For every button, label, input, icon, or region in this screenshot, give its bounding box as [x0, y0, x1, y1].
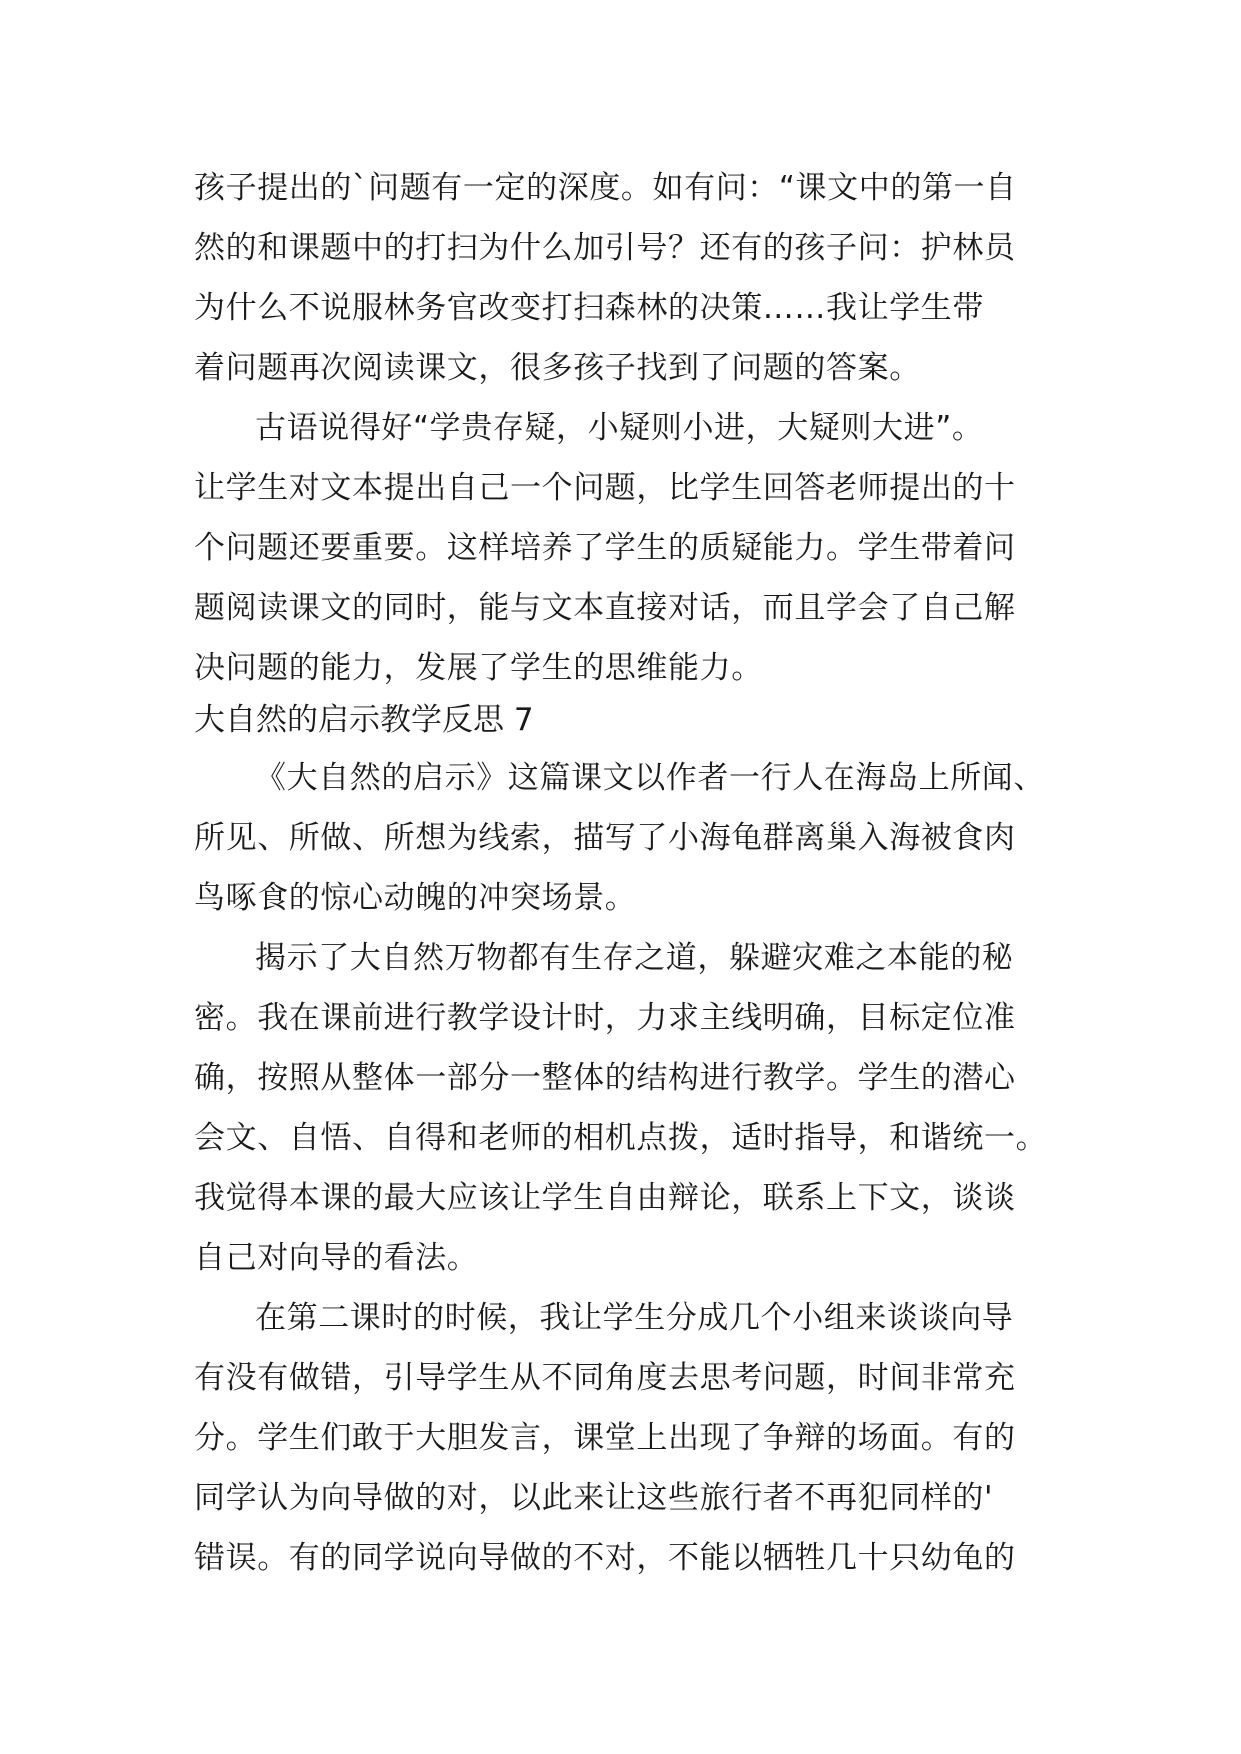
- text-line: 会文、自悟、自得和老师的相机点拨，适时指导，和谐统一。: [194, 1120, 1048, 1156]
- text-line: 同学认为向导做的对，以此来让这些旅行者不再犯同样的': [194, 1480, 994, 1516]
- text-line: 所见、所做、所想为线索，描写了小海龟群离巢入海被食肉: [194, 820, 1016, 856]
- text-line: 着问题再次阅读课文，很多孩子找到了问题的答案。: [194, 350, 921, 386]
- text-line: 自己对向导的看法。: [194, 1240, 479, 1276]
- paragraph-first-line: 古语说得好“学贵存疑，小疑则小进，大疑则大进”。: [255, 410, 984, 446]
- text-line: 有没有做错，引导学生从不同角度去思考问题，时间非常充: [194, 1360, 1016, 1396]
- paragraph-first-line: 揭示了大自然万物都有生存之道，躲避灾难之本能的秘: [255, 940, 1014, 976]
- paragraph-first-line: 在第二课时的时候，我让学生分成几个小组来谈谈向导: [255, 1300, 1014, 1336]
- text-line: 让学生对文本提出自己一个问题，比学生回答老师提出的十: [194, 470, 1016, 506]
- text-line: 个问题还要重要。这样培养了学生的质疑能力。学生带着问: [194, 530, 1016, 566]
- text-line: 决问题的能力，发展了学生的思维能力。: [194, 650, 763, 686]
- text-line: 错误。有的同学说向导做的不对，不能以牺牲几十只幼龟的: [194, 1540, 1016, 1576]
- section-heading: 大自然的启示教学反思 7: [194, 702, 534, 738]
- paragraph-first-line: 《大自然的启示》这篇课文以作者一行人在海岛上所闻、: [255, 760, 1045, 796]
- text-line: 密。我在课前进行教学设计时，力求主线明确，目标定位准: [194, 1000, 1016, 1036]
- text-line: 鸟啄食的惊心动魄的冲突场景。: [194, 880, 637, 916]
- text-line: 确，按照从整体一部分一整体的结构进行教学。学生的潜心: [194, 1060, 1016, 1096]
- text-line: 我觉得本课的最大应该让学生自由辩论，联系上下文，谈谈: [194, 1180, 1016, 1216]
- text-line: 孩子提出的`问题有一定的深度。如有问：“课文中的第一自: [194, 170, 1017, 206]
- text-line: 题阅读课文的同时，能与文本直接对话，而且学会了自己解: [194, 590, 1016, 626]
- text-line: 为什么不说服林务官改变打扫森林的决策……我让学生带: [194, 290, 984, 326]
- text-line: 分。学生们敢于大胆发言，课堂上出现了争辩的场面。有的: [194, 1420, 1016, 1456]
- text-line: 然的和课题中的打扫为什么加引号？还有的孩子问：护林员: [194, 230, 1016, 266]
